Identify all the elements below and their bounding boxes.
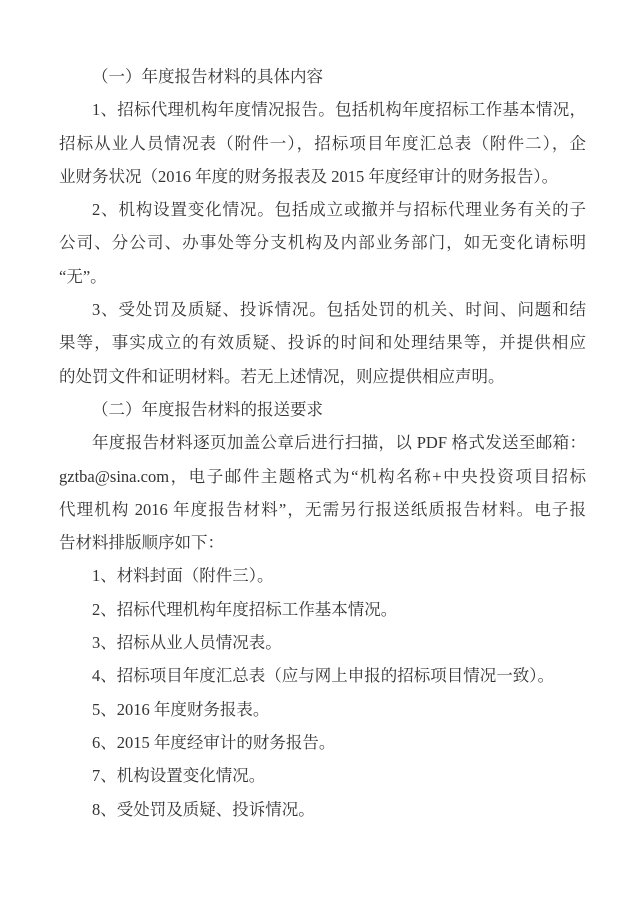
text-line: 公司、分公司、办事处等分支机构及内部业务部门，如无变化请标明 [59,233,586,253]
list-item [59,659,586,692]
text-line: （一）年度报告材料的具体内容 [92,67,323,86]
list-item [59,693,586,726]
text-line: gztba@sina.com，电子邮件主题格式为“机构名称+中央投资项目招标 [59,466,586,486]
body-paragraph [59,426,586,559]
text-line: （二）年度报告材料的报送要求 [92,399,323,419]
text-line: 3、招标从业人员情况表。 [92,633,282,653]
text-line: 代理机构 2016 年度报告材料”，无需另行报送纸质报告材料。电子报 [59,499,586,519]
list-item [59,593,586,626]
text-line: 7、机构设置变化情况。 [92,766,266,786]
body-paragraph [59,93,586,193]
section-heading [59,393,586,426]
text-line: 的处罚文件和证明材料。若无上述情况，则应提供相应声明。 [59,366,505,386]
list-item [59,759,586,792]
text-line: 1、材料封面（附件三）。 [92,566,274,586]
text-line: 告材料排版顺序如下： [59,533,224,553]
list-item [59,626,586,659]
list-item [59,793,586,826]
section-heading [59,60,586,93]
text-line: 6、2015 年度经审计的财务报告。 [92,732,336,752]
text-line: 1、招标代理机构年度情况报告。包括机构年度招标工作基本情况， [92,100,586,120]
text-line: 2、机构设置变化情况。包括成立或撤并与招标代理业务有关的子 [92,200,586,220]
text-line: 业财务状况（2016 年度的财务报表及 2015 年度经审计的财务报告）。 [59,166,559,186]
body-paragraph [59,193,586,293]
document-body [59,60,586,826]
body-paragraph [59,293,586,393]
text-line: “无”。 [59,266,107,286]
text-line: 4、招标项目年度汇总表（应与网上申报的招标项目情况一致）。 [92,666,554,686]
list-item [59,559,586,592]
text-line: 2、招标代理机构年度招标工作基本情况。 [92,599,398,619]
text-line: 8、受处罚及质疑、投诉情况。 [92,799,315,819]
text-line: 3、受处罚及质疑、投诉情况。包括处罚的机关、时间、问题和结 [92,300,586,320]
text-line: 年度报告材料逐页加盖公章后进行扫描，以 PDF 格式发送至邮箱： [92,433,586,453]
text-line: 果等，事实成立的有效质疑、投诉的时间和处理结果等，并提供相应 [59,333,586,353]
text-line: 招标从业人员情况表（附件一），招标项目年度汇总表（附件二），企 [59,133,586,153]
text-line: 5、2016 年度财务报表。 [92,699,270,719]
list-item [59,726,586,759]
